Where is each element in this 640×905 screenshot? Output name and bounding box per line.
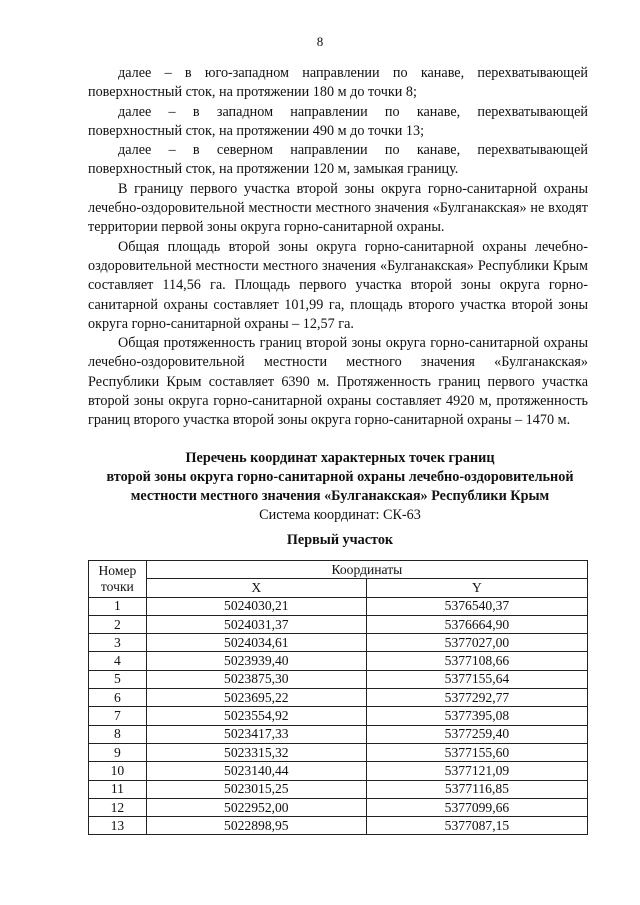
x-coordinate-cell: 5023015,25 bbox=[146, 780, 366, 798]
y-coordinate-cell: 5376540,37 bbox=[366, 597, 587, 615]
x-coordinate-cell: 5022898,95 bbox=[146, 817, 366, 835]
y-coordinate-cell: 5377087,15 bbox=[366, 817, 587, 835]
point-number-cell: 7 bbox=[89, 707, 147, 725]
x-coordinate-cell: 5022952,00 bbox=[146, 798, 366, 816]
table-row bbox=[89, 670, 588, 688]
paragraph: В границу первого участка второй зоны округа горно-санитарной охраны лечебно-оздоровительной местности местного значения «Булганакская» не входят территории первой зоны округа горно-санитарной охраны. bbox=[88, 180, 588, 236]
table-row bbox=[89, 597, 588, 615]
x-coordinate-cell: 5023140,44 bbox=[146, 762, 366, 780]
y-coordinate-cell: 5377155,64 bbox=[366, 670, 587, 688]
table-row bbox=[89, 615, 588, 633]
y-coordinate-cell: 5377395,08 bbox=[366, 707, 587, 725]
coordinate-system: Система координат: СК-63 bbox=[259, 507, 421, 523]
table-row bbox=[89, 798, 588, 816]
y-coordinate-cell: 5377259,40 bbox=[366, 725, 587, 743]
x-coordinate-cell: 5023939,40 bbox=[146, 652, 366, 670]
paragraph: далее – в северном направлении по канаве, перехватывающей поверхностный сток, на протяжении 120 м, замыкая границу. bbox=[88, 142, 588, 178]
y-coordinate-cell: 5377121,09 bbox=[366, 762, 587, 780]
table-row bbox=[89, 780, 588, 798]
point-number-cell: 4 bbox=[89, 652, 147, 670]
y-coordinate-cell: 5376664,90 bbox=[366, 615, 587, 633]
table-row bbox=[89, 634, 588, 652]
point-number-cell: 8 bbox=[89, 725, 147, 743]
point-number-cell: 2 bbox=[89, 615, 147, 633]
section-title: Первый участок bbox=[286, 532, 394, 548]
x-coordinate-cell: 5023695,22 bbox=[146, 689, 366, 707]
table-row bbox=[89, 707, 588, 725]
point-number-cell: 1 bbox=[89, 597, 147, 615]
x-coordinate-cell: 5023315,32 bbox=[146, 743, 366, 761]
table-header-row bbox=[89, 579, 588, 597]
heading-line: Перечень координат характерных точек границ bbox=[185, 450, 495, 466]
point-number-cell: 3 bbox=[89, 634, 147, 652]
y-coordinate-cell: 5377099,66 bbox=[366, 798, 587, 816]
header-text: Номер bbox=[98, 562, 137, 578]
header-x: X bbox=[146, 579, 366, 597]
x-coordinate-cell: 5023417,33 bbox=[146, 725, 366, 743]
point-number-cell: 12 bbox=[89, 798, 147, 816]
x-coordinate-cell: 5024030,21 bbox=[146, 597, 366, 615]
paragraph: Общая протяженность границ второй зоны округа горно-санитарной охраны лечебно-оздоровительной местности местного значения «Булганакская» Республики Крым составляет 6390 м. Протяженность границ первого участка второй зоны округа горно-санитарной охраны составляет 4920 м, протяженность границ второго участка второй зоны округа горно-санитарной охраны – 1470 м. bbox=[88, 335, 588, 429]
x-coordinate-cell: 5023554,92 bbox=[146, 707, 366, 725]
table-row bbox=[89, 762, 588, 780]
point-number-cell: 9 bbox=[89, 743, 147, 761]
y-coordinate-cell: 5377292,77 bbox=[366, 689, 587, 707]
paragraph: далее – в западном направлении по канаве, перехватывающей поверхностный сток, на протяжении 490 м до точки 13; bbox=[88, 103, 588, 139]
paragraph: далее – в юго-западном направлении по канаве, перехватывающей поверхностный сток, на протяжении 180 м до точки 8; bbox=[88, 65, 588, 101]
y-coordinate-cell: 5377108,66 bbox=[366, 652, 587, 670]
point-number-cell: 11 bbox=[89, 780, 147, 798]
header-coordinates: Координаты bbox=[146, 561, 587, 579]
point-number-cell: 5 bbox=[89, 670, 147, 688]
coordinates-table bbox=[88, 560, 588, 835]
heading-line: второй зоны округа горно-санитарной охраны лечебно-оздоровительной bbox=[106, 469, 574, 485]
table-row bbox=[89, 743, 588, 761]
point-number-cell: 10 bbox=[89, 762, 147, 780]
x-coordinate-cell: 5024034,61 bbox=[146, 634, 366, 652]
body-text bbox=[88, 64, 588, 431]
y-coordinate-cell: 5377116,85 bbox=[366, 780, 587, 798]
point-number-cell: 6 bbox=[89, 689, 147, 707]
y-coordinate-cell: 5377155,60 bbox=[366, 743, 587, 761]
point-number-cell: 13 bbox=[89, 817, 147, 835]
header-y: Y bbox=[366, 579, 587, 597]
x-coordinate-cell: 5023875,30 bbox=[146, 670, 366, 688]
heading-line: местности местного значения «Булганакская» Республики Крым bbox=[130, 488, 550, 504]
paragraph: Общая площадь второй зоны округа горно-санитарной охраны лечебно-оздоровительной местности местного значения «Булганакская» Республики Крым составляет 114,56 га. Площадь первого участка второй зоны округа горно-санитарной охраны составляет 101,99 га, площадь второго участка второй зоны округа горно-санитарной охраны – 12,57 га. bbox=[88, 238, 588, 332]
table-row bbox=[89, 689, 588, 707]
table-row bbox=[89, 652, 588, 670]
table-header-row bbox=[89, 561, 588, 579]
table-body bbox=[89, 597, 588, 835]
coordinates-heading bbox=[70, 449, 610, 506]
page-number: 8 bbox=[316, 34, 324, 49]
header-text: точки bbox=[100, 578, 134, 594]
header-point-number bbox=[89, 561, 147, 598]
table-row bbox=[89, 817, 588, 835]
x-coordinate-cell: 5024031,37 bbox=[146, 615, 366, 633]
y-coordinate-cell: 5377027,00 bbox=[366, 634, 587, 652]
table-row bbox=[89, 725, 588, 743]
